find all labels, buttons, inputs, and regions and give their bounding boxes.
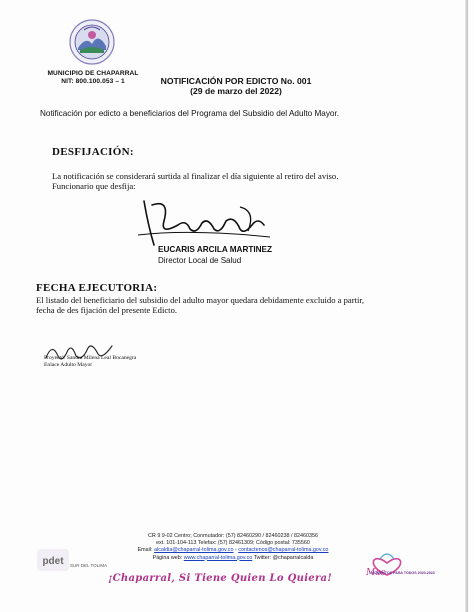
email-link-alcaldia[interactable]: alcaldia@chaparral-tolima.gov.co [154, 547, 234, 554]
project-credit [44, 355, 136, 369]
municipal-seal-icon [68, 18, 116, 66]
footer-web-line [108, 555, 358, 562]
desfijacion-line-1: La notificación se considerará surtida al finalizar el día siguiente al retiro del aviso. [52, 171, 339, 181]
municipality-nit: NIT: 800.100.053 – 1 [61, 78, 125, 85]
document-title-block [146, 76, 326, 96]
ejecutoria-body [36, 295, 456, 315]
pdet-logo-text: pdet [42, 556, 64, 567]
footer-email-separator: - [234, 547, 239, 554]
ejecutoria-line-1: El listado del beneficiario del subsidio del adulto mayor quedara debidamente excluido a partir, [36, 295, 365, 305]
municipality-name: MUNICIPIO DE CHAPARRAL [47, 70, 139, 77]
desfijacion-body [52, 171, 452, 191]
footer-contact [108, 533, 358, 562]
pdet-logo [36, 545, 70, 575]
signer-name: EUCARIS ARCILA MARTINEZ [158, 245, 273, 254]
footer-email-prefix: Email: [137, 547, 155, 554]
pdet-subtext: SUR DEL TOLIMA [70, 563, 108, 568]
email-link-contactenos[interactable]: contactenos@chaparral-tolima.gov.co [238, 547, 329, 554]
project-role: Enlace Adulto Mayor [44, 362, 93, 368]
footer-slogan: ¡Chaparral, Si Tiene Quien Lo Quiera! [107, 573, 333, 584]
desfijacion-line-2: Funcionario que desfija: [52, 181, 136, 191]
footer-email-line [108, 547, 358, 554]
mas-subtext: MOMENTOS PARA TODOS 2020-2023 [371, 571, 435, 575]
footer-web-prefix: Página web: [152, 554, 184, 561]
signer-role: Director Local de Salud [158, 256, 242, 265]
footer-twitter: Twitter: @chaparralcalda [253, 554, 314, 561]
document-date: (29 de marzo del 2022) [190, 86, 282, 96]
project-author: Proyectó: Sandra Milena Leal Bocanegra [44, 355, 137, 361]
ejecutoria-heading: FECHA EJECUTORIA: [36, 282, 158, 294]
footer-phone: ext. 101-104-113 Telefax: (57) 82461309; Código postal: 735560 [156, 540, 310, 547]
footer-address: CR 9 9-02 Centro; Conmutador: (57) 82460290 / 82460238 / 82460356 [148, 533, 318, 539]
page-edge [465, 0, 468, 612]
ejecutoria-line-2: fecha de des fijación del presente Edicto. [36, 305, 178, 315]
website-link[interactable]: www.chaparral-tolima.gov.co [183, 554, 253, 561]
municipality-block [32, 70, 154, 86]
document-subtitle: Notificación por edicto a beneficiarios del Programa del Subsidio del Adulto Mayor. [40, 109, 340, 118]
document-title: NOTIFICACIÓN POR EDICTO No. 001 [160, 76, 312, 86]
desfijacion-heading: DESFIJACIÓN: [52, 146, 134, 158]
mas-logo-text: Mas [366, 568, 386, 578]
